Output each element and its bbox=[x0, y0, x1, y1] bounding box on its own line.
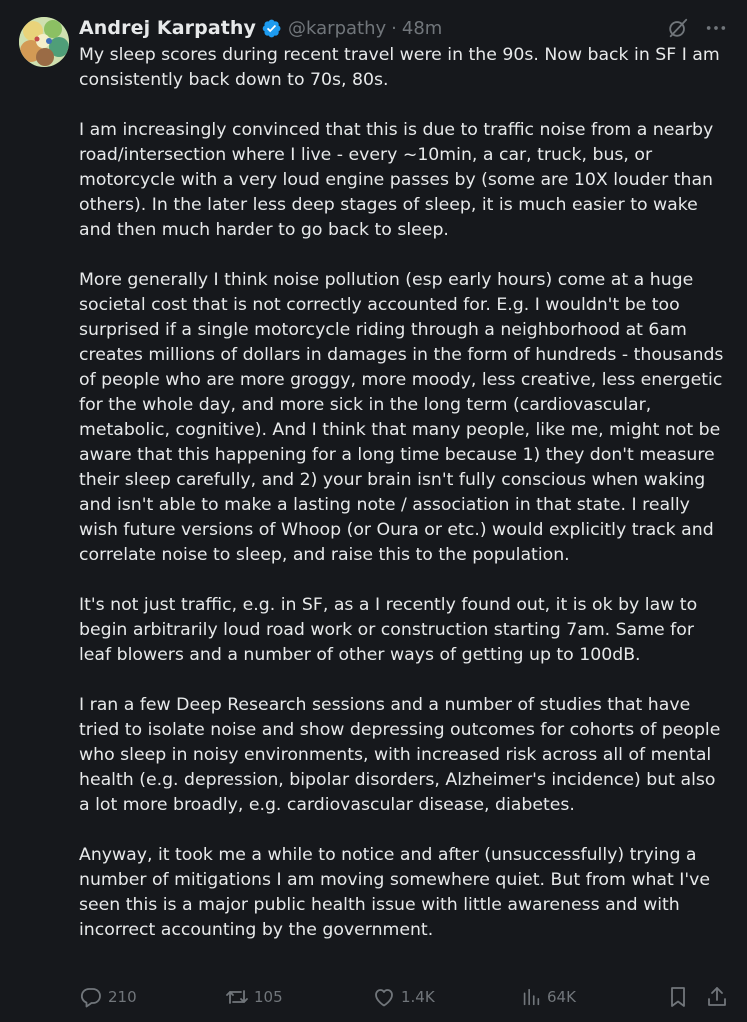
share-button[interactable] bbox=[705, 985, 729, 1009]
grok-icon[interactable] bbox=[667, 17, 689, 39]
post-body bbox=[79, 43, 731, 943]
reply-count: 210 bbox=[108, 988, 137, 1006]
author-name[interactable]: Andrej Karpathy bbox=[79, 17, 257, 39]
verified-badge-icon bbox=[261, 18, 282, 39]
header-actions bbox=[667, 17, 727, 39]
views-icon bbox=[520, 986, 542, 1008]
post-paragraph: Anyway, it took me a while to notice and after (unsuccessfully) trying a number of mitigations I am moving somewhere quiet. But from what I've seen this is a major public health issue with little awareness and with incorrect accounting by the government. bbox=[79, 845, 710, 940]
post-actions bbox=[79, 983, 727, 1011]
post-paragraph: More generally I think noise pollution (esp early hours) come at a huge societal cost that is not correctly accounted for. E.g. I wouldn't be too surprised if a single motorcycle riding through a neighborhood at 6am creates millions of dollars in damages in the form of hundreds - thousands of people who are more groggy, more moody, less creative, less energetic for the whole day, and more sick in the long term (cardiovascular, metabolic, cognitive). And I think that many people, like me, might not be aware that this happening for a long time because 1) they don't measure their sleep carefully, and 2) your brain isn't fully conscious when waking and isn't able to make a lasting note / association in that state. I really wish future versions of Whoop (or Oura or etc.) would explicitly track and correlate noise to sleep, and raise this to the population. bbox=[79, 270, 724, 565]
repost-button[interactable] bbox=[225, 985, 283, 1009]
repost-icon bbox=[225, 985, 249, 1009]
post-paragraph: My sleep scores during recent travel were in the 90s. Now back in SF I am consistently back down to 70s, 80s. bbox=[79, 45, 720, 90]
views-button[interactable] bbox=[520, 986, 576, 1008]
like-icon bbox=[372, 985, 396, 1009]
share-icon bbox=[705, 985, 729, 1009]
post-header bbox=[79, 15, 727, 41]
avatar[interactable] bbox=[19, 17, 69, 67]
post-paragraph: I am increasingly convinced that this is due to traffic noise from a nearby road/intersection where I live - every ~10min, a car, truck, bus, or motorcycle with a very loud engine passes by (some are 10X louder than others). In the later less deep stages of sleep, it is much easier to wake and then much harder to go back to sleep. bbox=[79, 120, 714, 240]
bookmark-button[interactable] bbox=[666, 985, 690, 1009]
repost-count: 105 bbox=[254, 988, 283, 1006]
reply-icon bbox=[79, 985, 103, 1009]
reply-button[interactable] bbox=[79, 985, 137, 1009]
avatar-image bbox=[19, 17, 69, 67]
more-icon[interactable] bbox=[705, 17, 727, 39]
separator-dot: · bbox=[391, 17, 397, 39]
like-count: 1.4K bbox=[401, 988, 435, 1006]
bookmark-icon bbox=[666, 985, 690, 1009]
author-handle[interactable]: @karpathy bbox=[288, 17, 387, 39]
post-time[interactable]: 48m bbox=[401, 17, 443, 39]
post-paragraph: It's not just traffic, e.g. in SF, as a I recently found out, it is ok by law to begin arbitrarily loud road work or construction starting 7am. Same for leaf blowers and a number of other ways of getting up to 100dB. bbox=[79, 595, 698, 665]
post-paragraph: I ran a few Deep Research sessions and a number of studies that have tried to isolate noise and show depressing outcomes for cohorts of people who sleep in noisy environments, with increased risk across all of mental health (e.g. depression, bipolar disorders, Alzheimer's incidence) but also a lot more broadly, e.g. cardiovascular disease, diabetes. bbox=[79, 695, 721, 815]
view-count: 64K bbox=[547, 988, 576, 1006]
like-button[interactable] bbox=[372, 985, 435, 1009]
